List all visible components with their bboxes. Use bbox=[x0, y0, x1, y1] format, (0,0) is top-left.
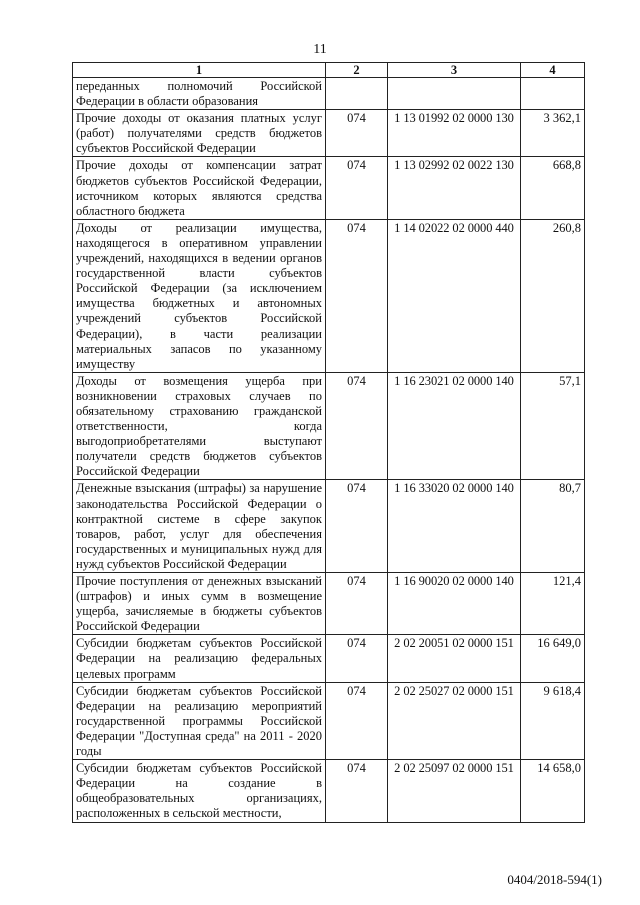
income-description: Прочие поступления от денежных взысканий (штрафов) и иных сумм в возмещение ущерба, зачисляемые в бюджеты субъектов Российской Федерации bbox=[73, 573, 326, 635]
table-row bbox=[73, 157, 585, 219]
table-row bbox=[73, 480, 585, 573]
income-description: Денежные взыскания (штрафы) за нарушение законодательства Российской Федерации о контрактной системе в сфере закупок товаров, работ, услуг для обеспечения государственных и муниципальных нужд для нужд субъектов Российской Федерации bbox=[73, 480, 326, 573]
amount: 668,8 bbox=[521, 157, 585, 219]
column-header-4: 4 bbox=[521, 63, 585, 78]
admin-code: 074 bbox=[326, 573, 388, 635]
income-description: Субсидии бюджетам субъектов Российской Федерации на реализацию мероприятий государственной программы Российской Федерации "Доступная среда" на 2011 - 2020 годы bbox=[73, 682, 326, 759]
budget-classification-code: 2 02 25027 02 0000 151 bbox=[388, 682, 521, 759]
table-row bbox=[73, 635, 585, 682]
income-description: Доходы от реализации имущества, находящегося в оперативном управлении учреждений, находящихся в ведении органов государственной власти субъектов Российской Федерации (за исключением имущества бюджетных и автономных учреждений субъектов Российской Федерации), в части реализации материальных запасов по указанному имуществу bbox=[73, 219, 326, 372]
table-row bbox=[73, 372, 585, 480]
revenue-table bbox=[72, 62, 585, 823]
budget-classification-code: 1 13 01992 02 0000 130 bbox=[388, 110, 521, 157]
amount bbox=[521, 78, 585, 110]
table-row bbox=[73, 573, 585, 635]
table-row bbox=[73, 78, 585, 110]
income-description: Субсидии бюджетам субъектов Российской Федерации на реализацию федеральных целевых программ bbox=[73, 635, 326, 682]
admin-code: 074 bbox=[326, 635, 388, 682]
income-description: Прочие доходы от оказания платных услуг (работ) получателями средств бюджетов субъектов Российской Федерации bbox=[73, 110, 326, 157]
admin-code bbox=[326, 78, 388, 110]
table-row bbox=[73, 682, 585, 759]
admin-code: 074 bbox=[326, 480, 388, 573]
amount: 57,1 bbox=[521, 372, 585, 480]
budget-classification-code: 1 13 02992 02 0022 130 bbox=[388, 157, 521, 219]
income-description: переданных полномочий Российской Федерации в области образования bbox=[73, 78, 326, 110]
column-header-2: 2 bbox=[326, 63, 388, 78]
column-header-1: 1 bbox=[73, 63, 326, 78]
admin-code: 074 bbox=[326, 372, 388, 480]
income-description: Прочие доходы от компенсации затрат бюджетов субъектов Российской Федерации, источником которых являются средства областного бюджета bbox=[73, 157, 326, 219]
admin-code: 074 bbox=[326, 110, 388, 157]
table-row bbox=[73, 110, 585, 157]
admin-code: 074 bbox=[326, 760, 388, 822]
table-header-row bbox=[73, 63, 585, 78]
admin-code: 074 bbox=[326, 682, 388, 759]
budget-classification-code: 2 02 25097 02 0000 151 bbox=[388, 760, 521, 822]
page-number: 11 bbox=[313, 42, 327, 57]
amount: 260,8 bbox=[521, 219, 585, 372]
document-number: 0404/2018-594(1) bbox=[507, 872, 602, 887]
amount: 14 658,0 bbox=[521, 760, 585, 822]
admin-code: 074 bbox=[326, 157, 388, 219]
income-description: Доходы от возмещения ущерба при возникновении страховых случаев по обязательному страхованию гражданской ответственности, когда выгодоприобретателями выступают получатели средств бюджетов субъектов Российской Федерации bbox=[73, 372, 326, 480]
budget-classification-code: 1 16 33020 02 0000 140 bbox=[388, 480, 521, 573]
amount: 80,7 bbox=[521, 480, 585, 573]
amount: 3 362,1 bbox=[521, 110, 585, 157]
amount: 9 618,4 bbox=[521, 682, 585, 759]
table-row bbox=[73, 760, 585, 822]
budget-classification-code bbox=[388, 78, 521, 110]
admin-code: 074 bbox=[326, 219, 388, 372]
column-header-3: 3 bbox=[388, 63, 521, 78]
income-description: Субсидии бюджетам субъектов Российской Федерации на создание в общеобразовательных организациях, расположенных в сельской местности, bbox=[73, 760, 326, 822]
table-row bbox=[73, 219, 585, 372]
budget-classification-code: 1 16 23021 02 0000 140 bbox=[388, 372, 521, 480]
budget-classification-code: 1 16 90020 02 0000 140 bbox=[388, 573, 521, 635]
amount: 16 649,0 bbox=[521, 635, 585, 682]
budget-classification-code: 2 02 20051 02 0000 151 bbox=[388, 635, 521, 682]
amount: 121,4 bbox=[521, 573, 585, 635]
budget-classification-code: 1 14 02022 02 0000 440 bbox=[388, 219, 521, 372]
